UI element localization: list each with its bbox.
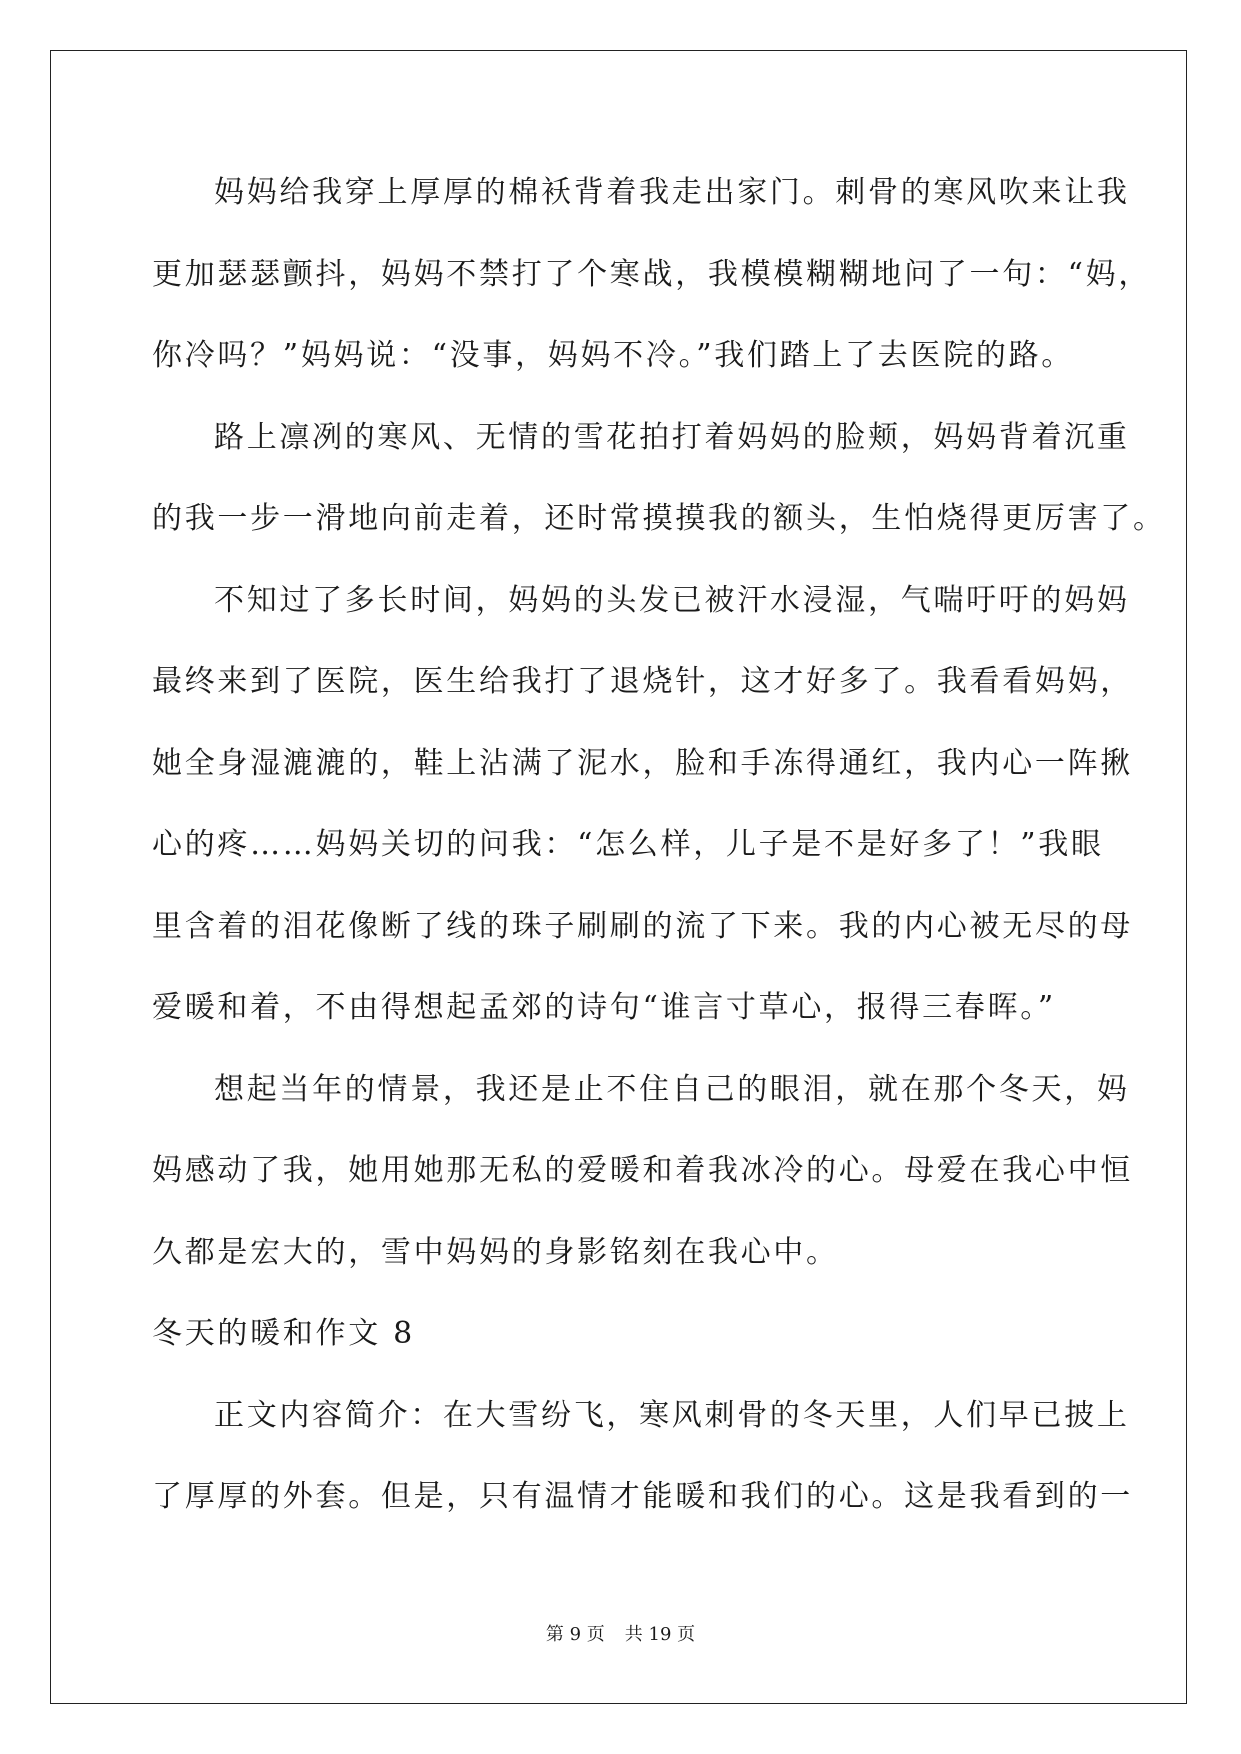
paragraph xyxy=(152,160,1152,405)
text-line: 爱暖和着，不由得想起孟郊的诗句“谁言寸草心，报得三春晖。” xyxy=(152,990,1056,1025)
text-line: 最终来到了医院，医生给我打了退烧针，这才好多了。我看看妈妈， xyxy=(152,664,1133,699)
text-line: 妈感动了我，她用她那无私的爱暖和着我冰冷的心。母爱在我心中恒 xyxy=(152,1153,1133,1188)
intro-paragraph xyxy=(152,1383,1133,1546)
page-total: 共 19 页 xyxy=(624,1624,696,1645)
document-body xyxy=(152,160,1166,1546)
text-line: 里含着的泪花像断了线的珠子刷刷的流了下来。我的内心被无尽的母 xyxy=(152,908,1133,944)
page-number: 第 9 页 xyxy=(545,1624,605,1645)
paragraph xyxy=(152,568,1133,1057)
text-line: 了厚厚的外套。但是，只有温情才能暖和我们的心。这是我看到的一 xyxy=(152,1479,1133,1514)
page-footer xyxy=(0,1620,1241,1646)
text-line: 心的疼……妈妈关切的问我：“怎么样，儿子是不是好多了！”我眼 xyxy=(152,827,1104,862)
paragraph xyxy=(152,405,1166,568)
text-line: 不知过了多长时间，妈妈的头发已被汗水浸湿，气喘吁吁的妈妈 xyxy=(214,582,1130,618)
text-line: 想起当年的情景，我还是止不住自己的眼泪，就在那个冬天，妈 xyxy=(214,1071,1130,1107)
text-line: 你冷吗？”妈妈说：“没事，妈妈不冷。”我们踏上了去医院的路。 xyxy=(152,338,1075,373)
text-line: 久都是宏大的，雪中妈妈的身影铭刻在我心中。 xyxy=(152,1234,839,1270)
text-line: 的我一步一滑地向前走着，还时常摸摸我的额头，生怕烧得更厉害了。 xyxy=(152,501,1166,536)
text-line: 她全身湿漉漉的，鞋上沾满了泥水，脸和手冻得通红，我内心一阵揪 xyxy=(152,745,1133,781)
text-line: 妈妈给我穿上厚厚的棉袄背着我走出家门。刺骨的寒风吹来让我 xyxy=(214,175,1130,210)
text-line: 路上凛冽的寒风、无情的雪花拍打着妈妈的脸颊，妈妈背着沉重 xyxy=(214,419,1130,455)
text-line: 更加瑟瑟颤抖，妈妈不禁打了个寒战，我模模糊糊地问了一句：“妈， xyxy=(152,256,1152,292)
paragraph xyxy=(152,1057,1133,1302)
text-line: 正文内容简介：在大雪纷飞，寒风刺骨的冬天里，人们早已披上 xyxy=(214,1397,1130,1433)
section-title: 冬天的暖和作文 8 xyxy=(152,1316,415,1351)
